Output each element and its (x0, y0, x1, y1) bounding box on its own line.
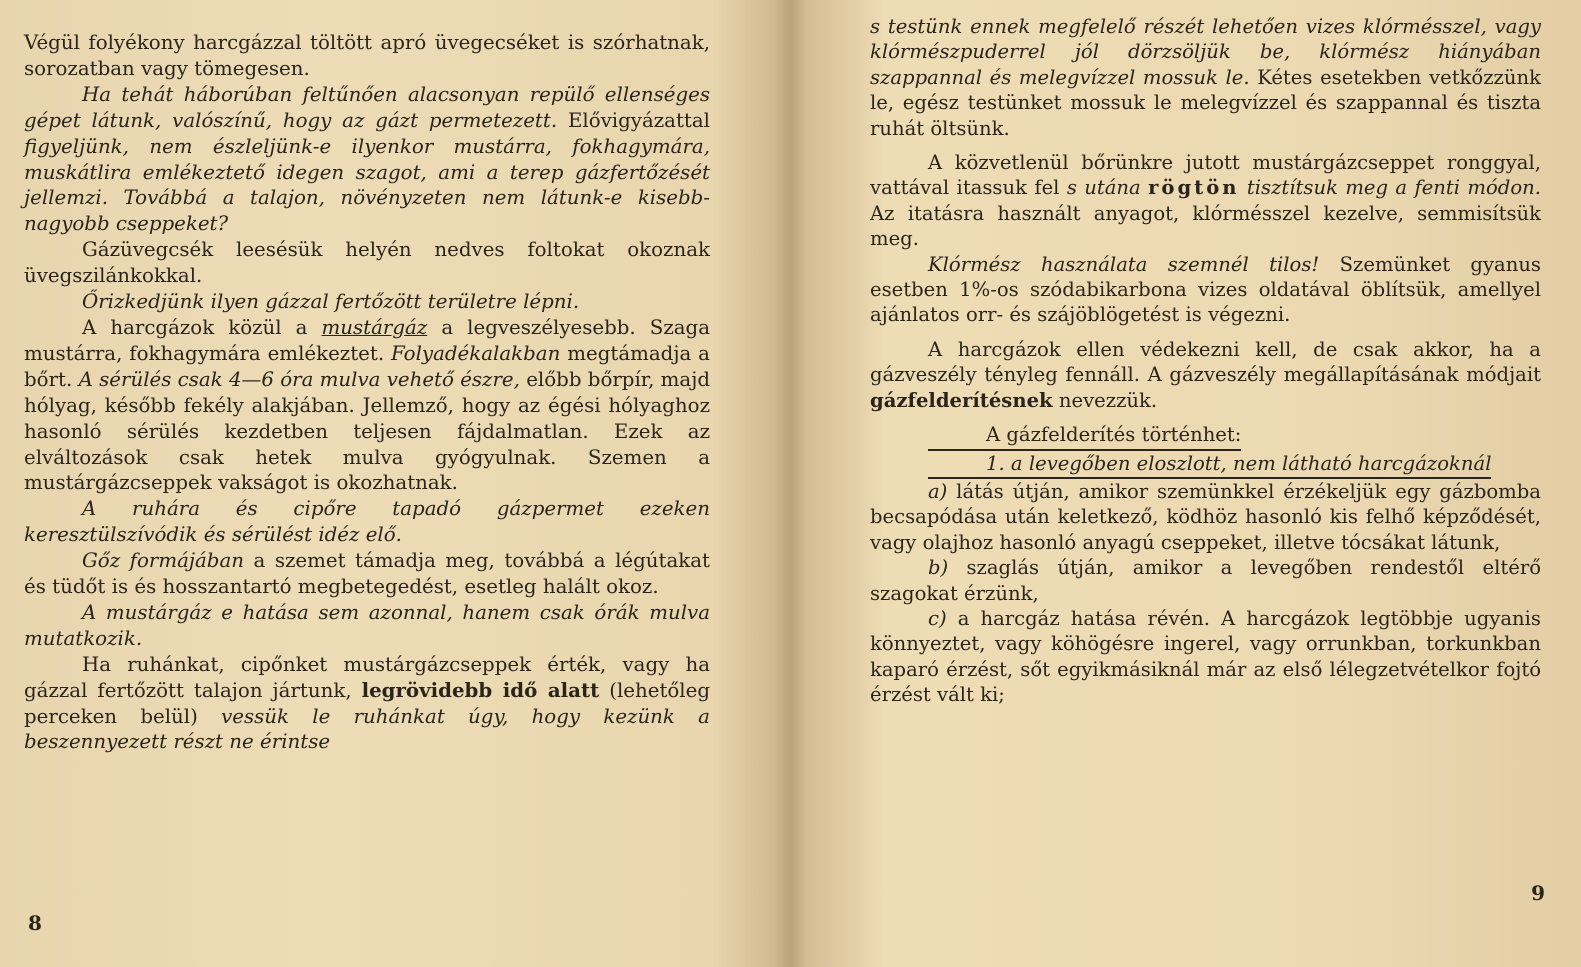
text-run: a szemet támadja meg, továbbá a légútakat és tüdőt is és hosszantartó megbetegedést, esetleg halált okoz. (24, 549, 711, 599)
text-run: Elővigyázattal (557, 108, 710, 132)
list-item (870, 606, 1541, 708)
text-run: gázfelderítésnek (870, 388, 1053, 412)
right-page-text (870, 14, 1541, 708)
text-run: A gázfelderítés történhet: (928, 422, 1241, 450)
text-run: Klórmész használata szemnél tilos! (928, 252, 1320, 276)
paragraph (870, 150, 1541, 252)
page-number: 8 (28, 911, 42, 935)
text-run: a) (928, 479, 948, 503)
text-run: Gázüvegcsék leesésük helyén nedves foltokat okoznak üvegszilánkokkal. (24, 238, 710, 288)
text-run: megtámadja a bőrt. (24, 341, 710, 391)
text-run: s utána (1066, 176, 1149, 200)
subsection-heading (870, 451, 1541, 479)
text-run: A sérülés csak 4—6 óra mulva vehető észre, (78, 367, 520, 391)
text-run: Szemünket gyanus esetben 1%-os szódabikarbona vizes oldatával öblítsük, amellyel ajánlatos orr- és szájöblögetést is végezni. (870, 252, 1541, 327)
left-page-text (24, 30, 710, 755)
list-item (870, 555, 1541, 606)
section-heading (870, 422, 1541, 450)
text-run: legrövidebb idő alatt (361, 677, 600, 702)
text-run: szaglás útján, amikor a levegőben rendestől eltérő szagokat érzünk, (870, 556, 1541, 605)
text-run: a harcgáz hatása révén. A harcgázok legtöbbje ugyanis könnyeztet, vagy köhögésre ingerel, vagy orrunkban, torkunkban kaparó érzést, sőt egyikmásiknál már az első lélegzetvételkor fojtó érzést vált ki; (870, 606, 1541, 707)
text-run: (lehetőleg perceken belül) (24, 678, 710, 728)
paragraph (24, 289, 710, 315)
text-run: Ha tehát háborúban feltűnően alacsonyan repülő ellenséges gépet látunk, valószínű, hogy az gázt permetezett. (24, 82, 710, 132)
left-page (0, 0, 760, 967)
paragraph (24, 652, 710, 756)
text-run: látás útján, amikor szemünkkel érzékeljük egy gázbomba becsapódása után keletkező, ködhöz hasonló kis felhő képződését, vagy olajhoz hasonló anyagú cseppeket, illetve tócsákat látunk, (870, 479, 1541, 554)
text-run: Gőz formájában (82, 549, 245, 573)
text-run (1240, 176, 1247, 199)
text-run: Folyadékalakban (391, 341, 561, 365)
paragraph (24, 82, 710, 237)
paragraph (24, 30, 710, 82)
text-run: c) (928, 606, 947, 630)
text-run: b) (928, 556, 949, 580)
paragraph (870, 337, 1541, 413)
text-run: mustárgáz (321, 315, 428, 339)
paragraph (870, 14, 1541, 141)
text-run: 1. a levegőben eloszlott, nem látható harcgázoknál (928, 451, 1491, 479)
right-page (790, 0, 1581, 967)
text-run: A mustárgáz e hatása sem azonnal, hanem csak órák mulva mutatkozik. (24, 600, 710, 650)
paragraph (24, 496, 710, 548)
text-run: Az itatásra használt anyagot, klórmésszel kezelve, semmisítsük meg. (870, 201, 1541, 251)
page-number: 9 (1531, 881, 1545, 905)
text-run: Kétes esetekben vetkőzzünk le, egész testünket mossuk le melegvízzel és szappannal és tiszta ruhát öltsünk. (870, 65, 1541, 140)
paragraph (24, 548, 710, 600)
paragraph (24, 315, 710, 496)
text-run: Végül folyékony harcgázzal töltött apró üvegecséket is szórhatnak, sorozatban vagy tömegesen. (24, 31, 710, 80)
text-run: nevezzük. (1052, 388, 1158, 412)
text-run: előbb bőrpír, majd hólyag, később fekély alakjában. Jellemző, hogy az égési hólyaghoz hasonló sérülés kezdetben teljesen fájdalmatlan. Ezek az elváltozások csak hetek mulva gyógyulnak. Szemen a mustárgázcseppek vakságot is okozhatnak. (24, 367, 711, 495)
text-run: figyeljünk, nem észleljünk-e ilyenkor mustárra, fokhagymára, muskátlira emlékeztető idegen szagot, ami a terep gázfertőzését jellemzi. Továbbá a talajon, növényzeten nem látunk-e kisebb-nagyobb cseppeket? (24, 134, 710, 236)
text-run: s testünk ennek megfelelő részét lehetően vizes klórmésszel, vagy klórmészpuderrel jól dörzsöljük be, klórmész hiányában szappannal és melegvízzel mossuk le. (870, 15, 1541, 89)
text-run: rögtön (1148, 176, 1240, 200)
paragraph (870, 252, 1541, 328)
text-run: Őrizkedjünk ilyen gázzal fertőzött területre lépni. (82, 290, 580, 314)
text-run: vessük le ruhánkat úgy, hogy kezünk a beszennyezett részt ne érintse (24, 704, 710, 754)
text-run: A harcgázok közül a (82, 315, 322, 339)
text-run: A ruhára és cipőre tapadó gázpermet ezeken keresztülszívódik és sérülést idéz elő. (24, 497, 710, 547)
text-run: Ha ruhánkat, cipőnket mustárgázcseppek érték, vagy ha gázzal fertőzött talajon jártunk, (24, 652, 710, 702)
paragraph (24, 237, 710, 289)
text-run: A közvetlenül bőrünkre jutott mustárgázcseppet ronggyal, vattával itassuk fel (870, 151, 1541, 200)
text-run: tisztítsuk meg a fenti módon. (1246, 176, 1541, 200)
list-item (870, 479, 1541, 555)
text-run: a legveszélyesebb. Szaga mustárra, fokhagymára emlékeztet. (24, 315, 710, 365)
text-run: A harcgázok ellen védekezni kell, de csak akkor, ha a gázveszély tényleg fennáll. A gázveszély megállapításának módjait (870, 337, 1541, 387)
paragraph (24, 600, 710, 652)
